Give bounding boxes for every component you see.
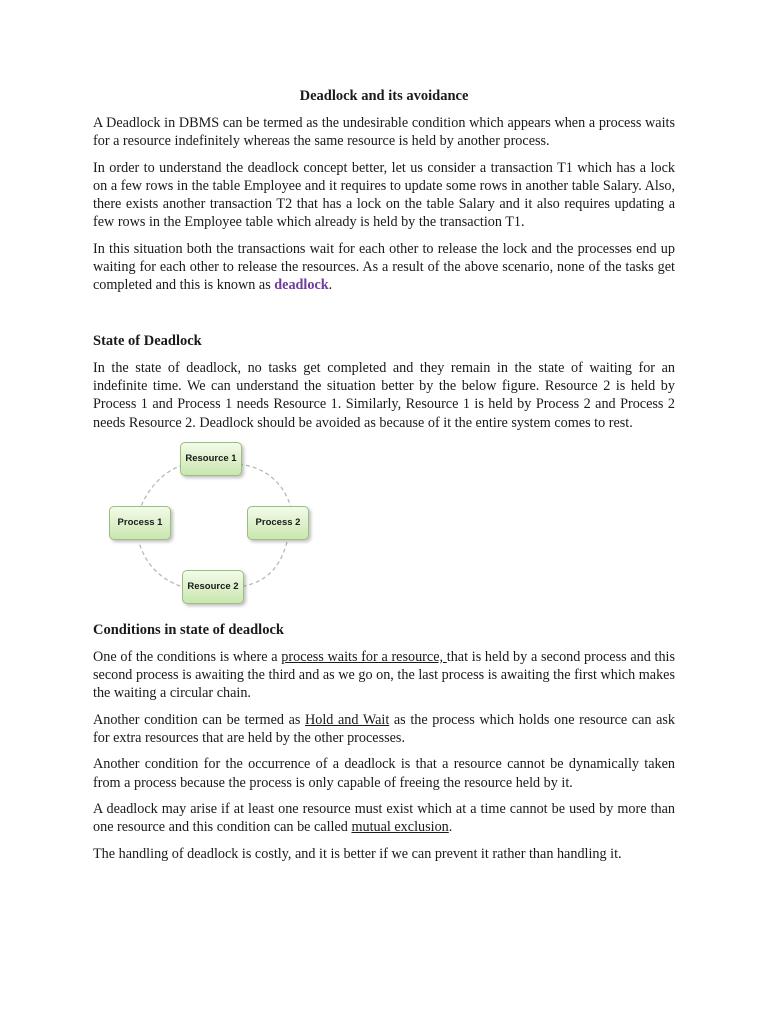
process-waits-underline: process waits for a resource, [281,648,447,665]
document-page [93,86,675,871]
handling-cost-paragraph: The handling of deadlock is costly, and it is better if we can prevent it rather than handling it. [93,845,622,862]
intro-paragraph-3-end: . [328,277,333,294]
process-1-node: Process 1 [109,506,171,540]
condition-circular-wait-rest: that is held by a second process and this second process is awaiting the third and as we go on, the last process is awaiting the first which makes the waiting a circular chain. [93,648,676,702]
resource-1-node: Resource 1 [180,442,242,476]
condition-mutual-exclusion-end: . [448,819,453,836]
condition-mutual-exclusion-text: A deadlock may arise if at least one resource must exist which at a time cannot be used by more than one resource and this condition can be called [93,800,675,836]
condition-no-preemption: Another condition for the occurrence of a deadlock is that a resource cannot be dynamically taken from a process because the process is only capable of freeing the resource held by it. [93,756,675,791]
resource-2-node: Resource 2 [182,570,244,604]
intro-paragraph-1: A Deadlock in DBMS can be termed as the undesirable condition which appears when a process waits for a resource indefinitely whereas the same resource is held by another process. [93,115,675,150]
state-of-deadlock-heading: State of Deadlock [93,332,202,349]
condition-mutual-exclusion [93,800,675,837]
condition-circular-wait-text: One of the conditions is where a [93,648,282,665]
condition-hold-and-wait-rest: as the process which holds one resource can ask for extra resources that are held by the other processes. [93,711,675,747]
mutual-exclusion-underline: mutual exclusion [351,819,449,836]
cycle-arc-resource2-process1 [139,542,187,588]
deadlock-cycle-diagram [107,442,327,610]
intro-paragraph-2: In order to understand the deadlock concept better, let us consider a transaction T1 which has a lock on a few rows in the table Employee and it requires to update some rows in another table Salary. Also, there exists another transaction T2 that has a lock on the table Salary and it also requires updating a few rows in the Employee table which already is held by the transaction T1. [93,159,675,231]
condition-circular-wait [93,648,675,703]
state-of-deadlock-paragraph: In the state of deadlock, no tasks get completed and they remain in the state of waiting for an indefinite time. We can understand the situation better by the below figure. Resource 2 is held by Process 1 and Process 1 needs Resource 1. Similarly, Resource 1 is held by Process 2 and Process 2 needs Resource 2. Deadlock should be avoided as because of it the entire system comes to rest. [93,359,675,431]
process-2-node: Process 2 [247,506,309,540]
intro-paragraph-3-text: In this situation both the transactions wait for each other to release the lock and the processes end up waiting for each other to release the resources. As a result of the above scenario, none of the tasks get completed and this is known as [93,240,675,294]
conditions-heading: Conditions in state of deadlock [93,621,284,638]
hold-and-wait-underline: Hold and Wait [305,711,390,728]
intro-paragraph-3 [93,240,675,295]
document-title: Deadlock and its avoidance [299,88,469,104]
deadlock-keyword: deadlock [274,277,329,294]
condition-hold-and-wait-text: Another condition can be termed as [93,711,306,728]
condition-hold-and-wait [93,711,675,748]
